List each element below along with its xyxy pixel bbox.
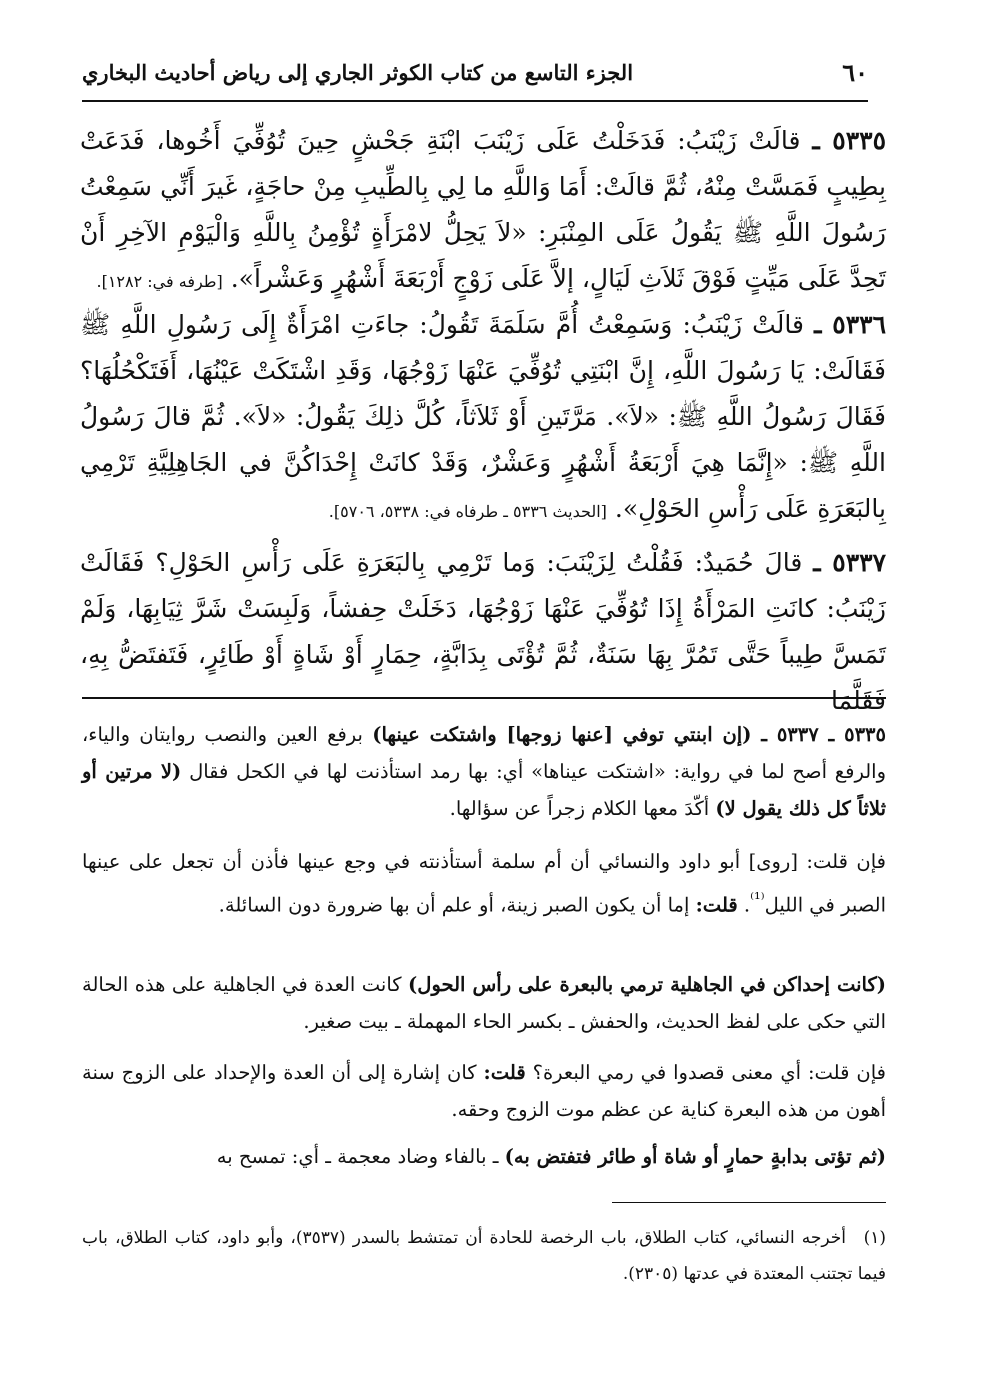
page-number: ٦٠ bbox=[842, 58, 868, 87]
commentary-text: ـ بالفاء وضاد معجمة ـ أي: تمسح به bbox=[216, 1145, 505, 1168]
commentary-paragraph bbox=[82, 1054, 886, 1128]
running-title: الجزء التاسع من كتاب الكوثر الجاري إلى رياض أحاديث البخاري bbox=[82, 60, 634, 85]
commentary-text: برفع العين والنصب روايتان والياء، والرفع أصح لما في رواية: «اشتكت عيناها» أي: بها رمد استأذنت لها في الكحل فقال bbox=[82, 723, 887, 783]
page-header bbox=[82, 58, 868, 98]
footnote-mark: (١) bbox=[863, 1228, 886, 1248]
commentary-separator bbox=[82, 697, 886, 699]
commentary-lemma: قلت: bbox=[695, 893, 738, 917]
footnote bbox=[82, 1220, 886, 1292]
hadith-reference: [الحديث ٥٣٣٦ ـ طرفاه في: ٥٣٣٨، ٥٧٠٦]. bbox=[328, 502, 607, 521]
hadith-text: قالَتْ زَيْنَبُ: فَدَخَلْتُ عَلَى زَيْنَبَ ابْنَةِ جَحْشٍ حِينَ تُوُفِّيَ أَخُوها، فَدَعَتْ بِطِيبٍ فَمَسَّتْ مِنْهُ، ثُمَّ قالَتْ: أَمَا وَاللَّهِ ما لِي بِالطِّيبِ مِنْ حاجَةٍ، غَيرَ أَنِّي سَمِعْتُ رَسُولَ اللَّهِ ﷺ يَقُولُ عَلَى المِنْبَرِ: «لاَ يَحِلُّ لامْرَأَةٍ تُؤْمِنُ بِاللَّهِ وَالْيَوْمِ الآخِرِ أَنْ تَحِدَّ عَلَى مَيِّتٍ فَوْقَ ثَلاَثِ لَيَالٍ، إلاَّ عَلَى زَوْجٍ أَرْبَعَةَ أَشْهُرٍ وَعَشْراً». bbox=[80, 126, 886, 293]
commentary-text: فإن قلت: [روى] أبو داود والنسائي أن أم سلمة أستأذنته في وجع عينها فأذن أن تجعل على عينها الصبر في الليل bbox=[82, 850, 886, 917]
commentary-paragraph bbox=[82, 1138, 886, 1175]
commentary-lemma: (ثم تؤتى بدابةٍ حمارٍ أو شاة أو طائر فتفتض به) bbox=[504, 1145, 886, 1168]
hadith-5335 bbox=[80, 118, 886, 305]
commentary-lemma: قلت: bbox=[483, 1061, 526, 1084]
commentary-text: إما أن يكون الصبر زينة، أو علم أن بها ضرورة دون السائلة. bbox=[218, 893, 696, 917]
commentary-text: كان إشارة إلى أن العدة والإحداد على الزوج سنة أهون من هذه البعرة كناية عن عظم موت الزوج وحقه. bbox=[82, 1061, 886, 1121]
commentary-paragraph bbox=[82, 716, 886, 827]
hadith-5336 bbox=[80, 302, 886, 535]
footnote-separator bbox=[612, 1202, 886, 1203]
hadith-reference: [طرفه في: ١٢٨٢]. bbox=[96, 272, 223, 291]
commentary-text: . bbox=[737, 893, 751, 917]
hadith-text: قالَ حُمَيدٌ: فَقُلْتُ لِزَيْنَبَ: وَما تَرْمِي بِالبَعَرَةِ عَلَى رَأْسِ الحَوْلِ؟ فَقَالَتْ زَيْنَبُ: كانَتِ المَرْأَةُ إِذَا تُوُفِّيَ عَنْهَا زَوْجُهَا، دَخَلَتْ حِفشاً، وَلَبِسَتْ شَرَّ ثِيَابِهَا، وَلَمْ تَمَسَّ طِيباً حَتَّى تَمُرَّ بِهَا سَنَةٌ، ثُمَّ تُؤْتَى بِدَابَّةٍ، حِمَارٍ أَوْ شَاةٍ أَوْ طَائِرٍ، فَتَفتَضُّ بِهِ، فَقَلَّمَا bbox=[80, 548, 886, 715]
commentary-lemma: (لا مرتين أو ثلاثاً كل ذلك يقول لا) bbox=[82, 760, 886, 820]
hadith-number: ٥٣٣٥ ـ bbox=[812, 126, 887, 155]
footnote-reference: ⁽¹⁾ bbox=[750, 889, 765, 908]
hadith-number: ٥٣٣٦ ـ bbox=[814, 310, 886, 339]
commentary-text: أكّدَ معها الكلام زجراً عن سؤالها. bbox=[449, 797, 716, 820]
commentary-text: كانت العدة في الجاهلية على هذه الحالة التي حكى على لفظ الحديث، والحفش ـ بكسر الحاء المهملة ـ بيت صغير. bbox=[82, 973, 886, 1033]
hadith-number: ٥٣٣٧ ـ bbox=[813, 548, 887, 577]
header-rule bbox=[82, 100, 868, 102]
footnote-text: أخرجه النسائي، كتاب الطلاق، باب الرخصة للحادة أن تمتشط بالسدر (٣٥٣٧)، وأبو داود، كتاب الطلاق، باب فيما تجتنب المعتدة في عدتها (٢٣٠٥). bbox=[82, 1228, 886, 1284]
commentary-paragraph bbox=[82, 843, 886, 924]
commentary-paragraph bbox=[82, 966, 886, 1040]
hadith-text: قالَتْ زَيْنَبُ: وَسَمِعْتُ أُمَّ سَلَمَةَ تَقُولُ: جاءَتِ امْرَأَةٌ إِلَى رَسُولِ اللَّهِ ﷺ فَقَالَتْ: يَا رَسُولَ اللَّهِ، إِنَّ ابْنَتِي تُوُفِّيَ عَنْهَا زَوْجُهَا، وَقَدِ اشْتَكَتْ عَيْنُهَا، أَفَتَكْحُلُهَا؟ فَقَالَ رَسُولُ اللَّهِ ﷺ: «لاَ». مَرَّتَينِ أَوْ ثَلاَثاً، كُلَّ ذلِكَ يَقُولُ: «لاَ». ثُمَّ قالَ رَسُولُ اللَّهِ ﷺ: «إِنَّمَا هِيَ أَرْبَعَةُ أَشْهُرٍ وَعَشْرٌ، وَقَدْ كانَتْ إِحْدَاكُنَّ في الجَاهِلِيَّةِ تَرْمِي بِالبَعَرَةِ عَلَى رَأْسِ الحَوْلِ». bbox=[80, 310, 886, 523]
commentary-lemma: ٥٣٣٥ ـ ٥٣٣٧ ـ (إن ابنتي توفي [عنها زوجها] واشتكت عينها) bbox=[372, 723, 887, 746]
commentary-text: فإن قلت: أي معنى قصدوا في رمي البعرة؟ bbox=[525, 1061, 886, 1084]
commentary-lemma: (كانت إحداكن في الجاهلية ترمي بالبعرة على رأس الحول) bbox=[408, 973, 887, 996]
